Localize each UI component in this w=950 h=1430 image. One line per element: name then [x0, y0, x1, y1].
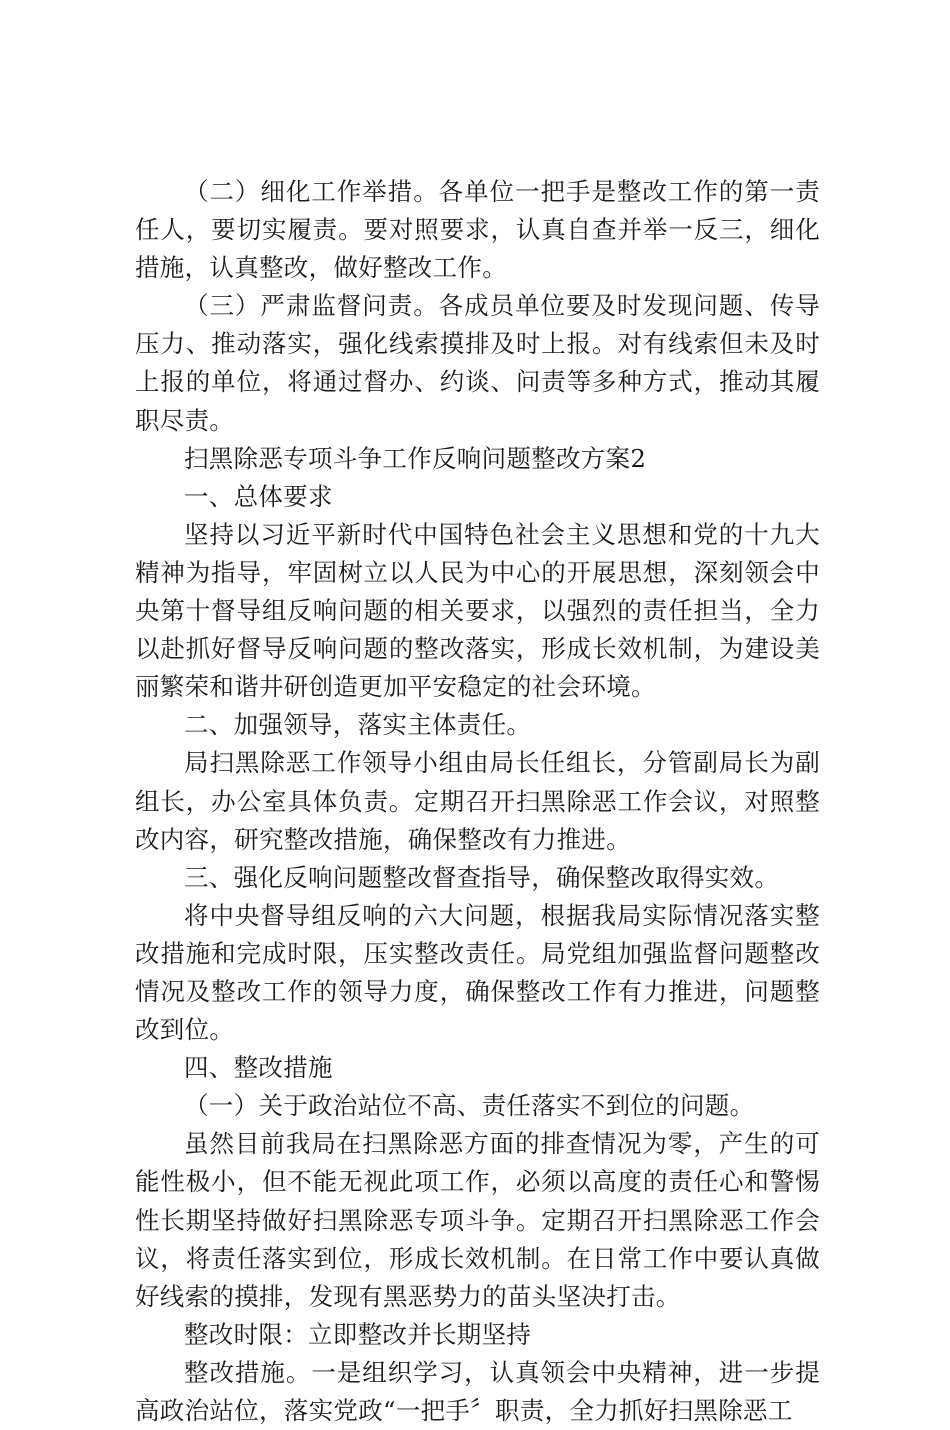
section-heading-general-requirements: 一、总体要求: [184, 481, 333, 511]
subheading-political-stance: （一）关于政治站位不高、责任落实不到位的问题。: [184, 1091, 755, 1121]
paragraph-general-requirements: 坚持以习近平新时代中国特色社会主义思想和党的十九大精神为指导，牢固树立以人民为中心的开展思想，深刻领会中央第十督导组反响问题的相关要求，以强烈的责任担当，全力以赴抓好督导反响问题的整改落实，形成长效机制，为建设美丽繁荣和谐井研创造更加平安稳定的社会环境。: [135, 519, 820, 702]
paragraph-six-problems: 将中央督导组反响的六大问题，根据我局实际情况落实整改措施和完成时限，压实整改责任。局党组加强监督问题整改情况及整改工作的领导力度，确保整改工作有力推进，问题整改到位。: [135, 900, 820, 1045]
document-subtitle: 扫黑除恶专项斗争工作反响问题整改方案2: [184, 443, 647, 473]
paragraph-investigation-status: 虽然目前我局在扫黑除恶方面的排查情况为零，产生的可能性极小，但不能无视此项工作，必须以高度的责任心和警惕性长期坚持做好扫黑除恶专项斗争。定期召开扫黑除恶工作会议，将责任落实到位，形成长效机制。在日常工作中要认真做好线索的摸排，发现有黑恶势力的苗头坚决打击。: [135, 1129, 820, 1311]
paragraph-deadline: 整改时限：立即整改并长期坚持: [184, 1319, 532, 1349]
paragraph-supervision-accountability: （三）严肃监督问责。各成员单位要及时发现问题、传导压力、推动落实，强化线索摸排及时上报。对有线索但未及时上报的单位，将通过督办、约谈、问责等多种方式，推动其履职尽责。: [135, 291, 820, 435]
paragraph-leadership-group: 局扫黑除恶工作领导小组由局长任组长，分管副局长为副组长，办公室具体负责。定期召开扫黑除恶工作会议，对照整改内容，研究整改措施，确保整改有力推进。: [135, 748, 820, 854]
section-heading-supervision-guidance: 三、强化反响问题整改督查指导，确保整改取得实效。: [184, 862, 780, 892]
section-heading-strengthen-leadership: 二、加强领导，落实主体责任。: [184, 710, 532, 740]
document-body: [135, 173, 820, 1430]
paragraph-refine-measures: （二）细化工作举措。各单位一把手是整改工作的第一责任人，要切实履责。要对照要求，认真自查并举一反三，细化措施，认真整改，做好整改工作。: [135, 177, 820, 283]
paragraph-measures-detail: 整改措施。一是组织学习，认真领会中央精神，进一步提高政治站位，落实党政“一把手〞职责，全力抓好扫黑除恶工: [135, 1357, 820, 1425]
section-heading-rectification-measures: 四、整改措施: [184, 1053, 333, 1083]
